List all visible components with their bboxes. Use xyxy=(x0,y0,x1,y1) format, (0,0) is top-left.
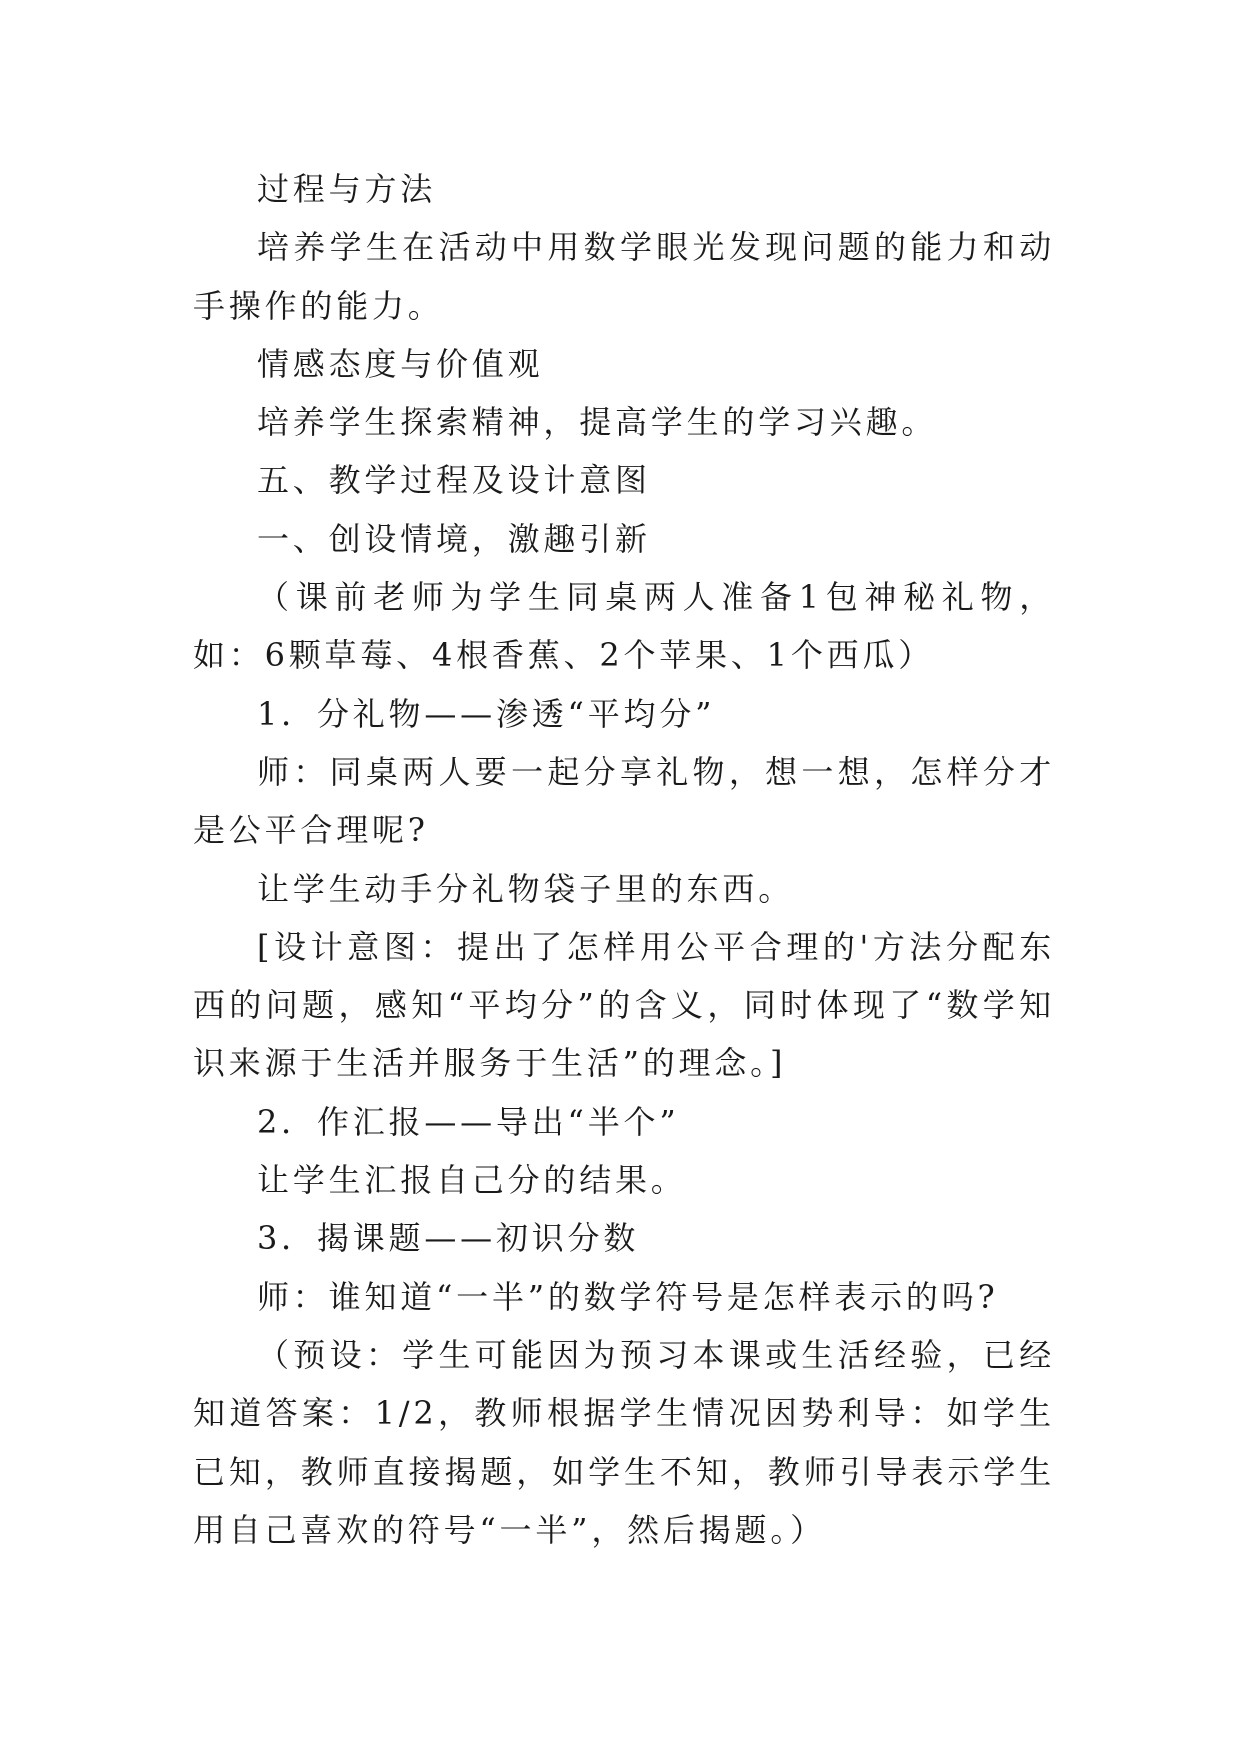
step-heading-divide-gifts: 1．分礼物——渗透“平均分” xyxy=(257,694,716,733)
paragraph-emotion-text: 培养学生探索精神，提高学生的学习兴趣。 xyxy=(257,403,938,442)
paragraph-teacher-question-half: 师：谁知道“一半”的数学符号是怎样表示的吗? xyxy=(257,1277,999,1316)
paragraph-process-method-text: 培养学生在活动中用数学眼光发现问题的能力和动手操作的能力。 xyxy=(193,228,1055,325)
paragraph-gift-preparation: （课前老师为学生同桌两人准备1包神秘礼物，如：6颗草莓、4根香蕉、2个苹果、1个西瓜） xyxy=(193,578,1055,675)
document-body xyxy=(193,160,1055,1559)
step-heading-report: 2．作汇报——导出“半个” xyxy=(257,1102,680,1141)
paragraph-process-method-heading: 过程与方法 xyxy=(257,170,437,208)
subsection-heading-create-situation: 一、创设情境，激趣引新 xyxy=(257,519,651,558)
paragraph-students-report: 让学生汇报自己分的结果。 xyxy=(257,1161,687,1200)
paragraph-emotion-heading: 情感态度与价值观 xyxy=(257,344,544,383)
paragraph-teacher-question-fair: 师：同桌两人要一起分享礼物，想一想，怎样分才是公平合理呢? xyxy=(193,752,1055,850)
step-heading-reveal-topic: 3．揭课题——初识分数 xyxy=(257,1219,640,1258)
paragraph-students-divide: 让学生动手分礼物袋子里的东西。 xyxy=(257,869,795,908)
section-heading-teaching-process: 五、教学过程及设计意图 xyxy=(257,461,651,500)
paragraph-design-intent: [设计意图：提出了怎样用公平合理的'方法分配东西的问题，感知“平均分”的含义，同时体现了“数学知识来源于生活并服务于生活”的理念。] xyxy=(193,927,1055,1083)
paragraph-preset-answer: （预设：学生可能因为预习本课或生活经验，已经知道答案：1/2，教师根据学生情况因势利导：如学生已知，教师直接揭题，如学生不知，教师引导表示学生用自己喜欢的符号“一半”，然后揭题。） xyxy=(193,1335,1055,1549)
